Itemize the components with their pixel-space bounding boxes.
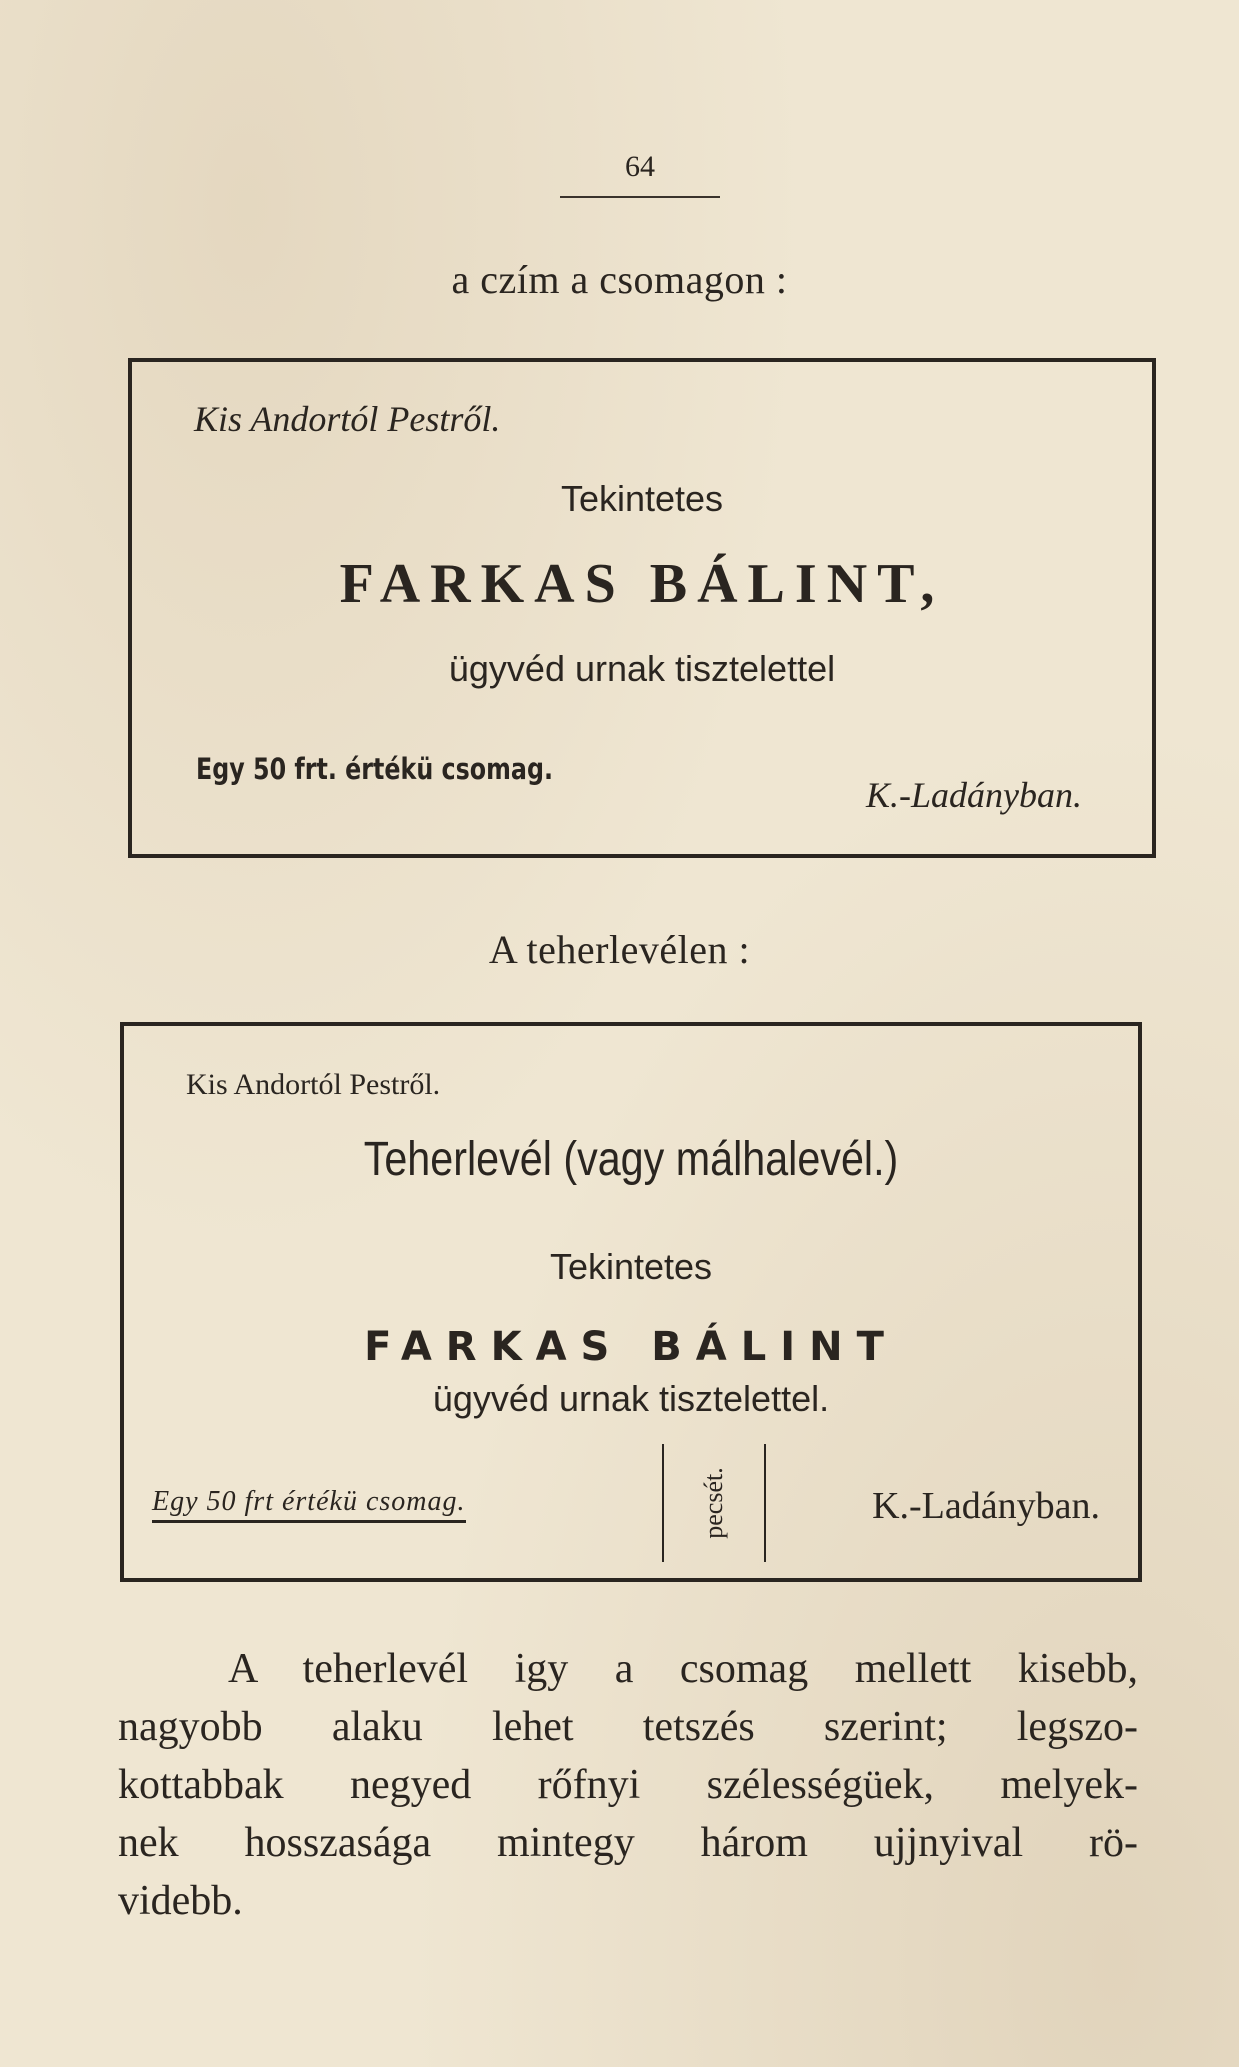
package-address-label <box>128 358 1156 858</box>
paragraph-line: nagyobb alaku lehet tetszés szerint; legszo- <box>118 1704 1138 1750</box>
waybill-recipient: FARKAS BÁLINT <box>364 1324 898 1370</box>
paragraph-line: videbb. <box>118 1878 243 1924</box>
page-number-rule <box>560 196 720 198</box>
waybill-destination: K.-Ladányban. <box>872 1485 1100 1527</box>
paragraph-line: A teherlevél igy a csomag mellett kisebb, <box>228 1646 1138 1692</box>
page-number: 64 <box>625 150 655 183</box>
package-recipient-title: ügyvéd urnak tisztelettel <box>448 648 836 689</box>
waybill-stamp-area <box>662 1444 766 1562</box>
waybill-value-note: Egy 50 frt értékü csomag. <box>152 1486 466 1523</box>
package-recipient: FARKAS BÁLINT, <box>339 553 945 615</box>
paragraph-line: nek hosszasága mintegy három ujjnyival rö- <box>118 1820 1138 1866</box>
waybill-document-title: Teherlevél (vagy málhalevél.) <box>363 1133 899 1186</box>
waybill-sender: Kis Andortól Pestről. <box>186 1068 441 1101</box>
waybill-salutation: Tekintetes <box>549 1246 713 1287</box>
caption-waybill: A teherlevélen : <box>488 927 751 972</box>
waybill-recipient-title: ügyvéd urnak tisztelettel. <box>432 1378 830 1419</box>
paragraph-line: kottabbak negyed rőfnyi szélességüek, melyek- <box>118 1762 1138 1808</box>
waybill-stamp-text: pecsét. <box>699 1467 728 1539</box>
body-paragraph <box>118 1640 1138 1930</box>
package-salutation: Tekintetes <box>560 478 724 519</box>
package-value-note: Egy 50 frt. értékü csomag. <box>196 752 554 786</box>
waybill-label <box>120 1022 1142 1582</box>
caption-package: a czím a csomagon : <box>451 257 788 302</box>
package-destination: K.-Ladányban. <box>866 775 1082 815</box>
package-sender: Kis Andortól Pestről. <box>194 399 501 439</box>
